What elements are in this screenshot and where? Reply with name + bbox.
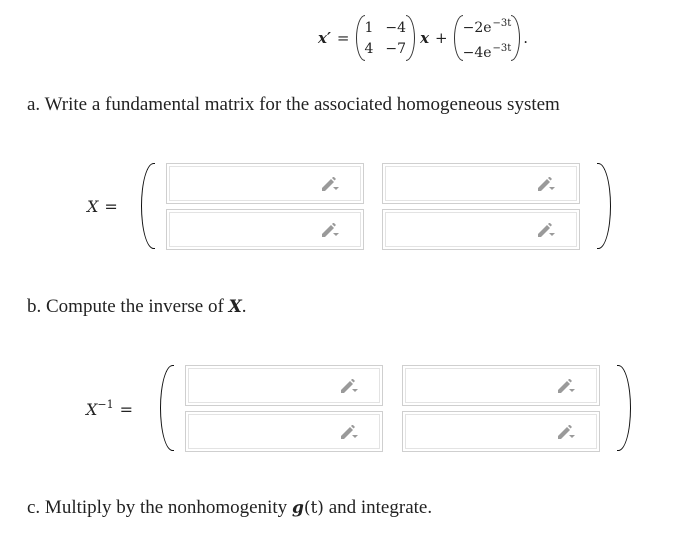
pencil-icon[interactable] [536,223,556,237]
pencil-icon[interactable] [320,177,340,191]
equation-equals: = [336,29,350,47]
x-matrix-entry-1-2[interactable] [382,163,580,204]
right-paren [617,365,631,451]
question-b-var: X [228,297,242,317]
question-a: a. Write a fundamental matrix for the associated homogeneous system [27,94,560,115]
equation-plus: + [435,29,448,47]
system-equation [318,12,528,64]
pencil-icon[interactable] [339,425,359,439]
equation-lhs: x′ [318,29,331,47]
coef-entry: 1 [364,19,374,36]
left-paren [160,365,174,451]
coef-entry: −7 [385,40,407,57]
coefficient-matrix [356,15,416,61]
matrix-label-x: X = [87,197,118,216]
x-inverse-entry-1-1[interactable] [185,365,383,406]
forcing-entry: $-2e^{-3t}$ [462,17,512,36]
question-c: c. Multiply by the nonhomogenity g(t) and integrate. [27,497,433,518]
coef-entry: 4 [364,40,374,57]
pencil-icon[interactable] [536,177,556,191]
left-paren [141,163,155,249]
pencil-icon[interactable] [339,379,359,393]
x-inverse-entry-2-1[interactable] [185,411,383,452]
x-inverse-entry-1-2[interactable] [402,365,600,406]
pencil-icon[interactable] [320,223,340,237]
vector-x: x [420,29,430,47]
pencil-icon[interactable] [556,379,576,393]
right-paren [597,163,611,249]
question-b: b. Compute the inverse of X. [27,296,247,317]
coef-entry: −4 [385,19,407,36]
matrix-label-x-inverse: $X^{-1}$ = [86,398,134,419]
forcing-vector [454,15,521,61]
equation-period: . [523,29,529,47]
g-function: g(t) [291,498,324,518]
x-inverse-entry-2-2[interactable] [402,411,600,452]
x-matrix-entry-2-1[interactable] [166,209,364,250]
x-matrix-entry-2-2[interactable] [382,209,580,250]
forcing-entry: $-4e^{-3t}$ [462,42,512,61]
pencil-icon[interactable] [556,425,576,439]
x-matrix-entry-1-1[interactable] [166,163,364,204]
